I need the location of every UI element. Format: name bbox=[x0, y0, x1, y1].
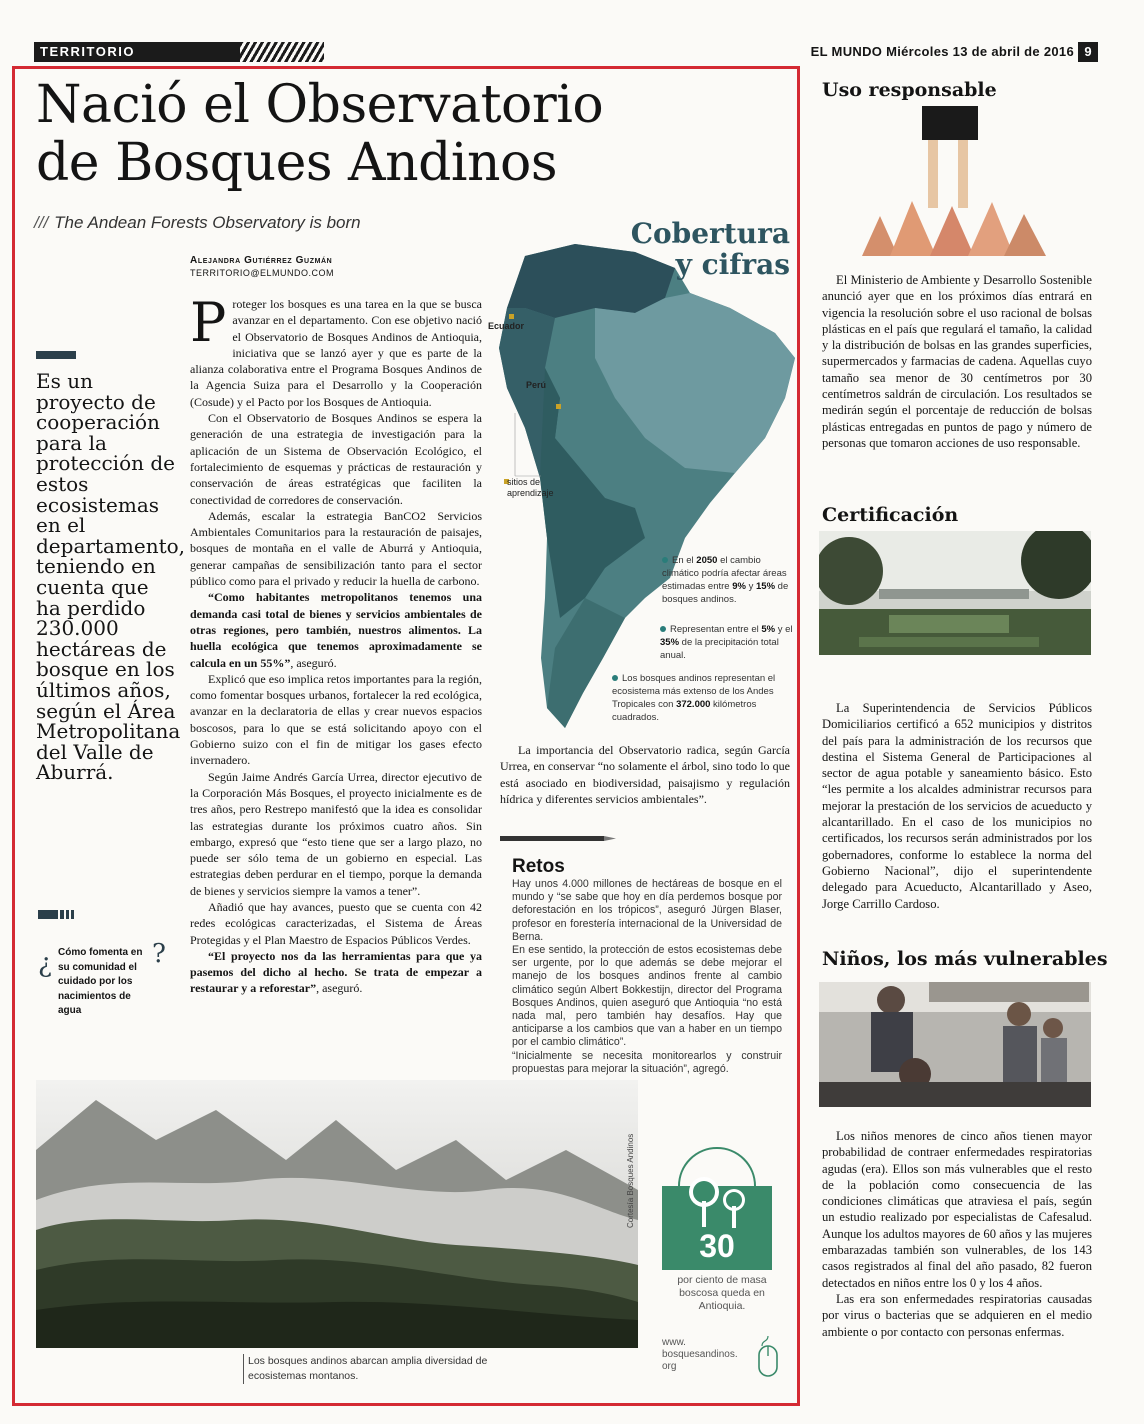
plastic-bags-photo bbox=[850, 106, 1050, 258]
headline-line-1: Nació el Observatorio bbox=[36, 75, 604, 135]
retos-paragraph-3: “Inicialmente se necesita monitorearlos y construir propuestas para mejorar la situación”, agregó. bbox=[512, 1049, 782, 1075]
park-photo bbox=[819, 531, 1091, 655]
bullet-dot bbox=[612, 675, 618, 681]
pencil-divider-icon bbox=[500, 834, 620, 843]
author: Alejandra Gutiérrez Guzmán bbox=[190, 255, 333, 266]
map-label-sitios: sitios de aprendizaje bbox=[507, 477, 554, 498]
section-tag bbox=[34, 42, 324, 62]
andean-forest-photo bbox=[36, 1080, 638, 1348]
subhead-marker: /// bbox=[34, 213, 49, 232]
sidebar-heading-ninos: Niños, los más vulnerables bbox=[822, 948, 1108, 970]
section-hatch bbox=[240, 42, 324, 62]
photo-caption: Los bosques andinos abarcan amplia diversidad de ecosistemas montanos. bbox=[243, 1354, 498, 1384]
infographic-title-line-2: y cifras bbox=[675, 248, 790, 281]
masthead: EL MUNDO Miércoles 13 de abril de 2016 bbox=[810, 44, 1074, 59]
question-text: Cómo fomenta en su comunidad el cuidado por los nacimientos de agua bbox=[58, 947, 143, 1016]
article-body-column-2 bbox=[500, 742, 790, 807]
children-photo bbox=[819, 982, 1091, 1107]
page-number: 9 bbox=[1078, 42, 1098, 62]
retos-paragraph-2: En ese sentido, la protección de estos ecosistemas debe ser urgente, por lo que además se debe mejorar el manejo de los bosques andinos frente al cambio climático según Albert Bokkestijn, director del Programa Bosques Andinos, quien aseguró que Antioquia “no está nada mal, pero también hay desafíos. Hay que anticiparse a los cambios que van a haber en un tiempo por el cambio climático”. bbox=[512, 944, 782, 1049]
dropcap: P bbox=[190, 291, 227, 354]
headline-line-2: de Bosques Andinos bbox=[36, 133, 558, 193]
question-icon-bar bbox=[38, 910, 74, 919]
sidebar-heading-certificacion: Certificación bbox=[822, 504, 959, 526]
paragraph-5: Explicó que eso implica retos importantes para la región, como fomentar bosques urbanos, fortalecer la red ecológica, avanzar en la declaratoria de ellas y crear nuevos espacios boscosos, para lo que se está solicitando apoyo con el Gobierno suizo con el fin de mitigar los gases efecto invernadero. bbox=[190, 671, 482, 768]
section-label: TERRITORIO bbox=[40, 44, 135, 59]
photo-credit: Cortesía Bosques Andinos bbox=[626, 1133, 635, 1228]
map-label-peru: Perú bbox=[526, 380, 547, 390]
paragraph-1: Proteger los bosques es una tarea en la que se busca avanzar en el departamento. Con ese objetivo nació el Observatorio de Bosques Andinos de Antioquia, iniciativa que se lanzó ayer y que es parte de la alianza colaborativa entre el Programa Bosques Andinos de la Agencia Suiza para el Desarrollo y la Cooperación (Cosude) y el Pacto por los Bosques de Antioquia. bbox=[190, 291, 482, 409]
pullquote: Es un proyecto de cooperación para la protección de estos ecosistemas en el departamento, teniendo en cuenta que ha perdido 230.000 hectáreas de bosque en los últimos años, según el Área Metropolitana del Valle de Aburrá. bbox=[36, 369, 186, 785]
stat-precipitation: Representan entre el 5% y el 35% de la precipitación total anual. bbox=[660, 624, 793, 661]
bullet-dot bbox=[662, 557, 668, 563]
sidebar-text-uso: El Ministerio de Ambiente y Desarrollo Sostenible anunció ayer que en los próximos días entrará en vigencia la resolución sobre el uso racional de bolsas plásticas en el país que regulará el tamaño, la calidad y la distribución de bolsas en las grandes superficies, supermercados y farmacias de cadena. Aquellas cuyo tamaño sea menor de 30 centímetros por 30 centímetros saldrán de circulación. Los resultados se medirán según el porcentaje de reducción de bolsas plásticas entregadas en puntos de pago y número de personas que tomaron acciones de uso responsable. bbox=[822, 273, 1092, 450]
sidebar-heading-uso: Uso responsable bbox=[822, 79, 997, 101]
stat-climate-2050: En el 2050 el cambio climático podría afectar áreas estimadas entre 9% y 15% de bosques andinos. bbox=[662, 555, 789, 605]
subhead bbox=[34, 212, 361, 234]
badge-number: 30 bbox=[699, 1228, 735, 1264]
infographic-title-line-1: Cobertura bbox=[630, 217, 790, 250]
sidebar-text-ninos: Los niños menores de cinco años tienen mayor probabilidad de contraer enfermedades respiratorias agudas (era). Ellos son más vulnerables que el resto de la población como consecuencia de las condiciones climáticas que atraviesa el país, según un estudio realizado por especialistas de Cafesalud. Aunque los adultos mayores de 60 años y las mujeres embarazadas también son vulnerables, de los 143 casos registrados al final del año pasado, 82 fueron detectados en niños entre los 0 y los 4 años. Las era son enfermedades respiratorias causadas por virus o bacterias que se adquieren en el medio ambiente o por contacto con personas enfermas. bbox=[822, 1129, 1092, 1339]
infographic-title bbox=[612, 218, 790, 280]
paragraph-7: Añadió que hay avances, puesto que se cuenta con 42 redes ecológicas caracterizadas, el Sistema de Áreas Protegidas y el Plan Maestro de Espacios Públicos Verdes. bbox=[190, 899, 482, 947]
paragraph-8: “El proyecto nos da las herramientas para que ya pasemos del dicho al hecho. Se trata de empezar a restaurar y a reforestar”, aseguró. bbox=[190, 948, 482, 996]
mouse-icon bbox=[756, 1336, 780, 1378]
retos-paragraph-1: Hay unos 4.000 millones de hectáreas de bosque en el mundo y “se sabe que hoy en día perdemos bosque por deforestación en los trópicos”, aseguró Jürgen Blaser, profesor en forestería internacional de la Universidad de Berna. bbox=[512, 878, 782, 943]
author-email: TERRITORIO@ELMUNDO.COM bbox=[190, 268, 334, 278]
retos-body bbox=[512, 878, 782, 1076]
sidebar-text-certificacion: La Superintendencia de Servicios Públicos Domiciliarios certificó a 652 municipios y distritos del país para la administración de los recursos que destina el Sistema General de Participaciones al sector de agua potable y saneamiento básico. Esto “les permite a los alcaldes administrar recursos para mejorar la prestación de los servicios de acueducto y alcantarillado. En el caso de los municipios no certificados, los recursos serán administrados por los gobernadores, conforme lo establece la norma del Gobierno Nacional”, dijo el superintendente delegado para Acueducto, Alcantarillado y Aseo, Jorge Carrillo Cardoso. bbox=[822, 701, 1092, 911]
stat-extension: Los bosques andinos representan el ecosistema más extenso de los Andes Tropicales con 372.000 kilómetros cuadrados. bbox=[612, 673, 776, 723]
map-label-ecuador: Ecuador bbox=[488, 321, 525, 331]
subhead-text: The Andean Forests Observatory is born bbox=[54, 213, 361, 232]
retos-title: Retos bbox=[512, 856, 565, 877]
question-close-mark: ? bbox=[152, 939, 166, 969]
website-link[interactable]: www. bosquesandinos. org bbox=[662, 1337, 738, 1372]
article-body-column-1 bbox=[190, 291, 482, 997]
headline bbox=[36, 76, 736, 192]
paragraph-6: Según Jaime Andrés García Urrea, director ejecutivo de la Corporación Más Bosques, el proyecto inicialmente es de tres años, pero Restrepo manifestó que la idea es consolidar las estrategias durante los próximos cuatro años. Sin embargo, expresó que “esto tiene que ser a largo plazo, no puede ser sólo tema de un gobierno en especial. Las estrategias deben perdurar en el tiempo, porque la demanda de bienes y servicios siempre la vamos a tener”. bbox=[190, 769, 482, 898]
bullet-dot bbox=[660, 626, 666, 632]
paragraph-2: Con el Observatorio de Bosques Andinos se espera la generación de una estrategia de investigación para la aplicación de un Sistema de Observación Ecológico, el fortalecimiento de esquemas y prácticas de restauración y conservación de áreas estratégicas que faciliten la conectividad de corredores de conservación. bbox=[190, 411, 482, 507]
pullquote-bar bbox=[36, 351, 76, 359]
question-open-mark: ¿ bbox=[38, 949, 52, 979]
paragraph-9: La importancia del Observatorio radica, según García Urrea, en conservar “no solamente el árbol, sino todo lo que está asociado en biodiversidad, paisajismo y regulación hídrica y diferentes servicios ambientales”. bbox=[500, 743, 790, 806]
badge-caption: por ciento de masa boscosa queda en Antioquia. bbox=[677, 1274, 767, 1312]
paragraph-3: Además, escalar la estrategia BanCO2 Servicios Ambientales Comunitarios para la restauración de paisajes, bosques de montaña en el valle de Aburrá y Antioquia, generar campañas de sensibilización tanto para el sector público como para el privado y reducir la huella de carbono. bbox=[190, 508, 482, 589]
paragraph-4: “Como habitantes metropolitanos tenemos una demanda casi total de bienes y servicios ambientales de otras regiones, pero también, nuestros alimentos. La huella ecológica que tenemos aproximadamente se calcula en un 55%”, aseguró. bbox=[190, 590, 482, 670]
